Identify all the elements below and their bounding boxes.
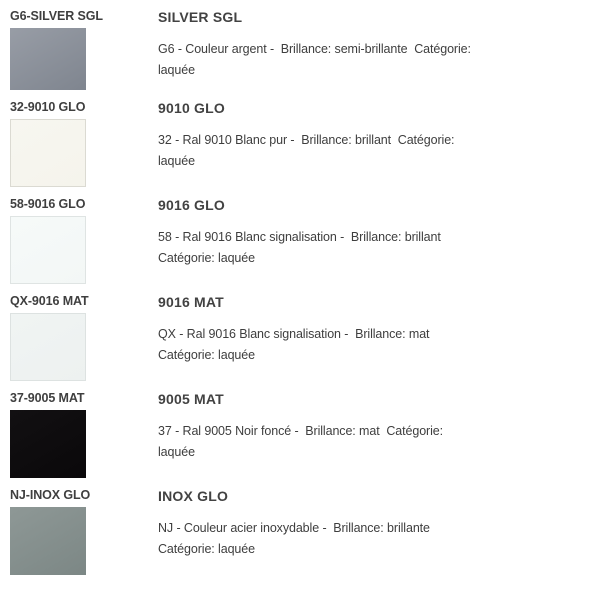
finish-description: NJ - Couleur acier inoxydable - Brillance: brillante (158, 521, 430, 535)
finish-code-label: 58-9016 GLO (10, 197, 86, 211)
finish-title: SILVER SGL (158, 9, 243, 25)
finish-row (10, 390, 600, 478)
finish-title: INOX GLO (158, 488, 229, 504)
finish-description: Catégorie: laquée (158, 542, 255, 556)
finish-swatch-column (10, 293, 158, 381)
finish-row (10, 196, 600, 284)
finish-row (10, 99, 600, 187)
finish-swatch-column (10, 196, 158, 284)
finish-title: 9005 MAT (158, 391, 224, 407)
finish-title: 9010 GLO (158, 100, 225, 116)
finish-swatch-column (10, 390, 158, 478)
finish-title: 9016 GLO (158, 197, 225, 213)
finish-swatch-column (10, 8, 158, 90)
finish-info-column (158, 99, 600, 172)
finish-description: laquée (158, 445, 195, 459)
finish-description: laquée (158, 154, 195, 168)
finish-info-column (158, 196, 600, 269)
finish-description: Catégorie: laquée (158, 348, 255, 362)
finish-description: G6 - Couleur argent - Brillance: semi-brillante Catégorie: (158, 42, 471, 56)
finish-swatch-column (10, 487, 158, 575)
finish-info-column (158, 487, 600, 560)
finish-swatch-column (10, 99, 158, 187)
finish-description: 58 - Ral 9016 Blanc signalisation - Brillance: brillant (158, 230, 441, 244)
finish-description: 32 - Ral 9010 Blanc pur - Brillance: brillant Catégorie: (158, 133, 455, 147)
finish-row (10, 293, 600, 381)
color-swatch[interactable] (10, 313, 86, 381)
finish-description: Catégorie: laquée (158, 251, 255, 265)
finish-info-column (158, 8, 600, 81)
finish-code-label: G6-SILVER SGL (10, 9, 103, 23)
finish-code-label: NJ-INOX GLO (10, 488, 91, 502)
finish-info-column (158, 293, 600, 366)
color-swatch[interactable] (10, 507, 86, 575)
finish-code-label: 32-9010 GLO (10, 100, 86, 114)
color-swatch[interactable] (10, 410, 86, 478)
finish-description: laquée (158, 63, 195, 77)
finish-info-column (158, 390, 600, 463)
color-swatch[interactable] (10, 119, 86, 187)
finish-description: 37 - Ral 9005 Noir foncé - Brillance: mat Catégorie: (158, 424, 444, 438)
finish-title: 9016 MAT (158, 294, 224, 310)
color-swatch[interactable] (10, 216, 86, 284)
finish-row (10, 487, 600, 575)
finish-description: QX - Ral 9016 Blanc signalisation - Brillance: mat (158, 327, 430, 341)
color-swatch[interactable] (10, 28, 86, 90)
finish-row (10, 8, 600, 90)
finish-code-label: 37-9005 MAT (10, 391, 85, 405)
finish-code-label: QX-9016 MAT (10, 294, 89, 308)
